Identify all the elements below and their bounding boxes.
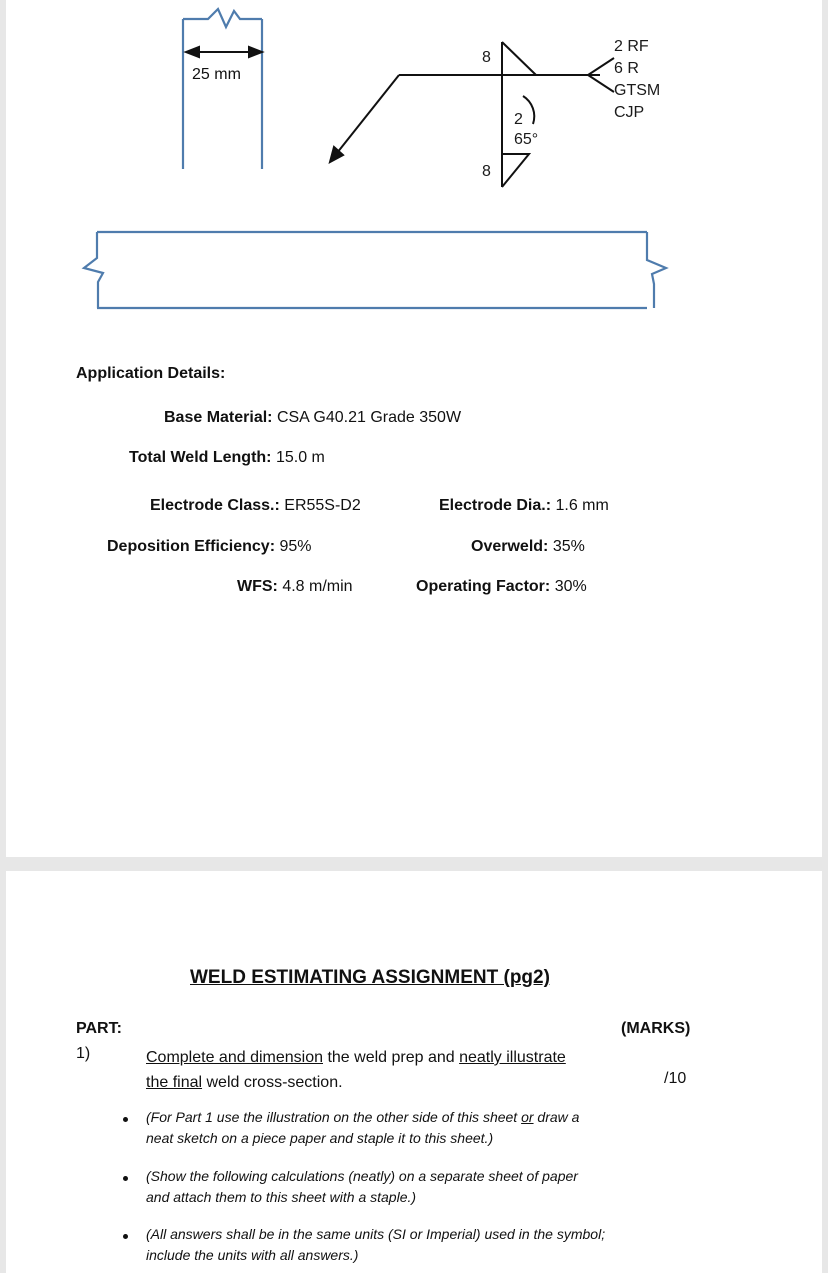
- plate-width-label: 25 mm: [192, 66, 241, 83]
- root-opening: 2: [514, 111, 523, 128]
- bullet-dot: [123, 1117, 128, 1122]
- operating-factor-row: [416, 578, 587, 596]
- base-material-value: CSA G40.21 Grade 350W: [276, 409, 462, 426]
- page-2: [6, 871, 822, 1273]
- total-weld-length-value: 15.0 m: [275, 449, 325, 466]
- wfs-label: WFS:: [237, 578, 278, 595]
- item-number: 1): [76, 1045, 91, 1062]
- part-label: PART:: [76, 1020, 122, 1037]
- arrow-side-size: 8: [482, 49, 491, 66]
- deposition-efficiency-row: [107, 538, 312, 556]
- electrode-dia-value: 1.6 mm: [555, 497, 609, 514]
- item-marks: /10: [664, 1070, 687, 1087]
- weld-drawing: [6, 0, 822, 857]
- bullet-note: (All answers shall be in the same units (SI or Imperial) used in the symbol; include the units with all answers.): [146, 1226, 606, 1263]
- bevel-other-side: [502, 154, 529, 187]
- total-weld-length-row: [129, 449, 325, 467]
- bullet-dot: [123, 1176, 128, 1181]
- item-text: Complete and dimension the weld prep and neatly illustrate the final weld cross-section.: [146, 1049, 566, 1091]
- electrode-dia-label: Electrode Dia.:: [439, 497, 552, 514]
- operating-factor-value: 30%: [554, 578, 587, 595]
- base-material-row: [164, 409, 461, 427]
- tail-note: 2 RF: [614, 38, 649, 55]
- base-material-label: Base Material:: [164, 409, 273, 426]
- groove-angle-arc: [523, 96, 534, 124]
- bevel-arrow-side: [502, 42, 536, 75]
- bullet-note: (For Part 1 use the illustration on the other side of this sheet or draw a neat sketch on a piece paper and staple it to this sheet.): [146, 1109, 580, 1146]
- width-dimension-arrow: [186, 47, 262, 57]
- vertical-plate: [183, 9, 262, 169]
- horizontal-plate: [84, 232, 666, 308]
- page-title: WELD ESTIMATING ASSIGNMENT (pg2): [190, 967, 550, 988]
- bullet-note: (Show the following calculations (neatly) on a separate sheet of paper and attach them to this sheet with a staple.): [146, 1168, 578, 1205]
- electrode-class-row: [150, 497, 361, 515]
- operating-factor-label: Operating Factor:: [416, 578, 551, 595]
- electrode-class-label: Electrode Class.:: [150, 497, 280, 514]
- electrode-dia-row: [439, 497, 609, 515]
- other-side-size: 8: [482, 163, 491, 180]
- tail-note: 6 R: [614, 60, 639, 77]
- wfs-row: [237, 578, 353, 596]
- overweld-row: [471, 538, 585, 556]
- groove-angle: 65°: [514, 131, 539, 148]
- wfs-value: 4.8 m/min: [282, 578, 353, 595]
- overweld-value: 35%: [552, 538, 585, 555]
- deposition-efficiency-value: 95%: [279, 538, 312, 555]
- total-weld-length-label: Total Weld Length:: [129, 449, 272, 466]
- bullet-dot: [123, 1234, 128, 1239]
- application-heading: Application Details:: [76, 365, 226, 382]
- tail-notes: [614, 36, 660, 124]
- marks-label: (MARKS): [621, 1020, 691, 1037]
- deposition-efficiency-label: Deposition Efficiency:: [107, 538, 276, 555]
- page-1: [6, 0, 822, 857]
- leader-line: [333, 75, 399, 158]
- welding-symbol: [330, 42, 614, 187]
- tail-note: CJP: [614, 104, 645, 121]
- electrode-class-value: ER55S-D2: [284, 497, 361, 514]
- overweld-label: Overweld:: [471, 538, 549, 555]
- tail-note: GTSM: [614, 82, 661, 99]
